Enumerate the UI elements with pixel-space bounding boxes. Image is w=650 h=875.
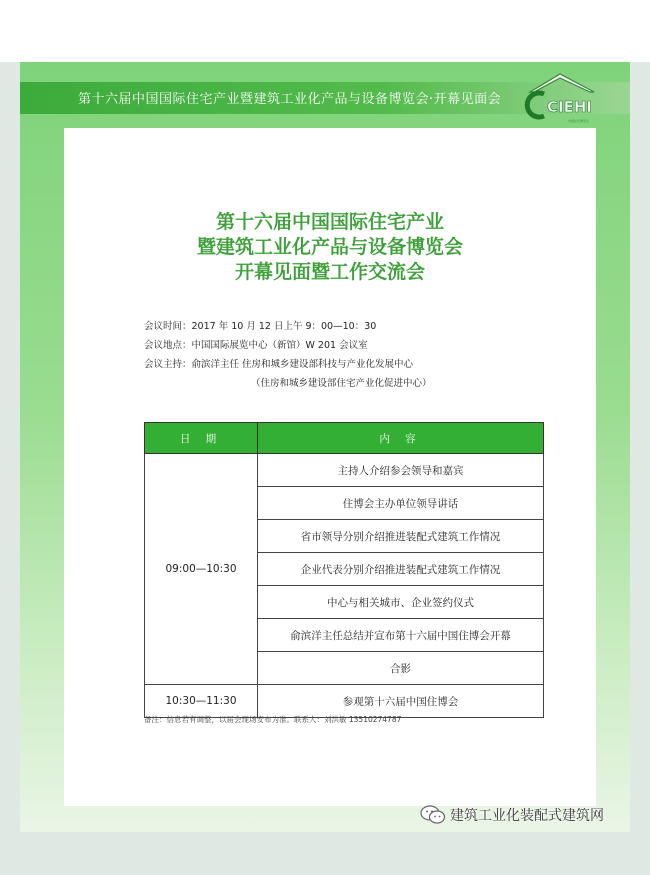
- schedule-table: [144, 422, 544, 718]
- agenda-item: 合影: [258, 652, 544, 685]
- meeting-host-org: （住房和城乡建设部住宅产业化促进中心）: [251, 378, 432, 389]
- agenda-item: 俞滨洋主任总结并宣布第十六届中国住博会开幕: [258, 619, 544, 652]
- time-slot-2: 10:30—11:30: [145, 685, 258, 718]
- meeting-info: [144, 317, 432, 393]
- meeting-time: 会议时间：2017 年 10 月 12 日上午 9：00—10：30: [144, 321, 377, 332]
- title-line-3: 开幕见面暨工作交流会: [234, 261, 425, 283]
- agenda-item: 企业代表分别介绍推进装配式建筑工作情况: [258, 553, 544, 586]
- watermark-text: 建筑工业化装配式建筑网: [450, 808, 604, 824]
- remarks-note: 备注：信息若有调整，以届会现场安布为准。联系人：刘洪敏 13510274787: [144, 715, 402, 724]
- title-line-2: 暨建筑工业化产品与设备博览会: [196, 236, 463, 258]
- title-line-1: 第十六届中国国际住宅产业: [215, 211, 444, 233]
- meeting-host: 会议主持：俞滨洋主任 住房和城乡建设部科技与产业化发展中心: [144, 359, 414, 370]
- schedule-header-row: [145, 423, 544, 454]
- agenda-item: 中心与相关城市、企业签约仪式: [258, 586, 544, 619]
- banner-text: 第十六届中国国际住宅产业暨建筑工业化产品与设备博览会·开幕见面会: [78, 92, 502, 107]
- table-row: [145, 454, 544, 487]
- table-row: [145, 685, 544, 718]
- agenda-item: 参观第十六届中国住博会: [258, 685, 544, 718]
- logo-text: CIEHI: [547, 98, 592, 116]
- logo-subtitle: 中国住宅博览会: [568, 119, 590, 123]
- meeting-place: 会议地点：中国国际展览中心（新馆）W 201 会议室: [144, 340, 368, 351]
- agenda-item: 住博会主办单位领导讲话: [258, 487, 544, 520]
- header-content: 内 容: [258, 423, 544, 454]
- header-date: 日 期: [145, 423, 258, 454]
- agenda-item: 主持人介绍参会领导和嘉宾: [258, 454, 544, 487]
- poster: [20, 62, 630, 832]
- watermark: [420, 805, 604, 825]
- content-card: [64, 128, 596, 806]
- time-slot-1: 09:00—10:30: [145, 454, 258, 685]
- agenda-item: 省市领导分别介绍推进装配式建筑工作情况: [258, 520, 544, 553]
- top-white-strip: [0, 0, 650, 62]
- wechat-icon: [420, 805, 446, 825]
- ciehi-logo: [510, 70, 610, 128]
- meeting-title: [64, 210, 596, 285]
